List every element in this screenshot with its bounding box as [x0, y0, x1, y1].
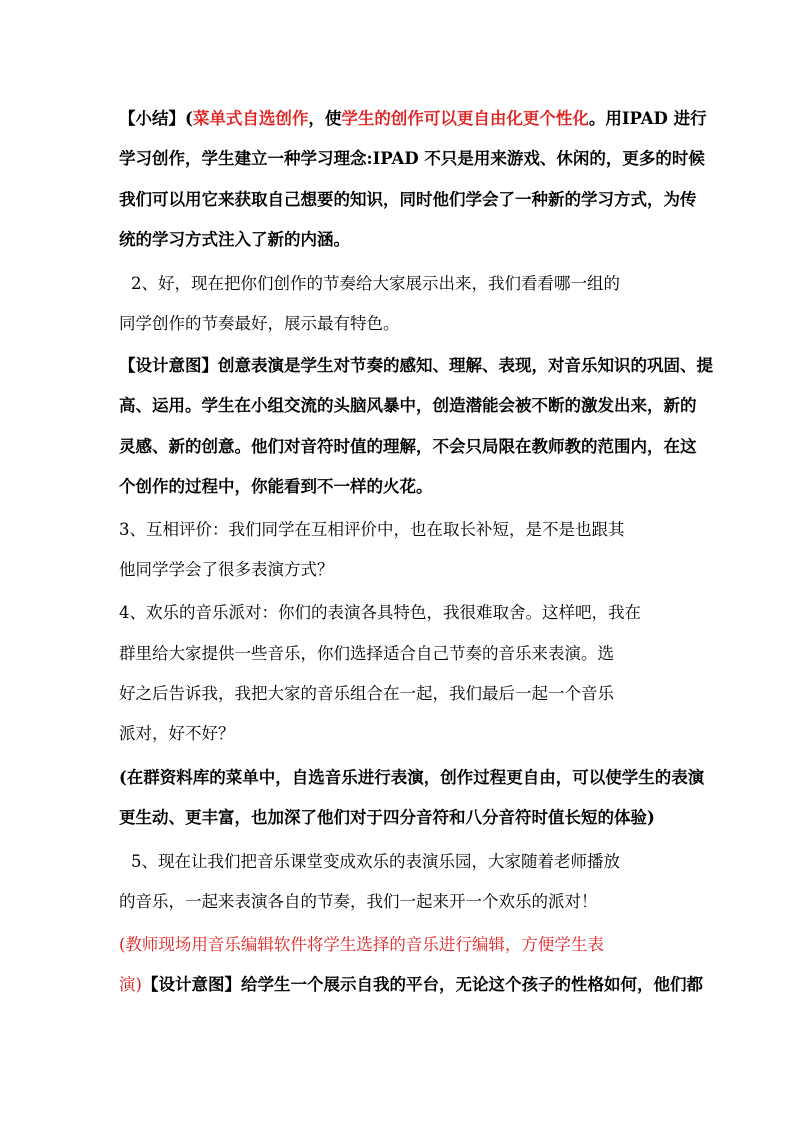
text-segment: 3、互相评价：我们同学在互相评价中，也在取长补短，是不是也跟其: [119, 520, 625, 539]
text-segment: 群里给大家提供一些音乐，你们选择适合自己节奏的音乐来表演。选: [119, 644, 614, 663]
text-line: [119, 968, 703, 1002]
text-segment: 的音乐，一起来表演各自的节奏，我们一起来开一个欢乐的派对！: [119, 892, 598, 911]
highlighted-text: (教师现场用音乐编辑软件将学生选择的音乐进行编辑，方便学生表: [119, 935, 604, 954]
text-line: [119, 761, 705, 795]
text-line: [119, 389, 697, 423]
text-segment: 更生动、更丰富，也加深了他们对于四分音符和八分音符时值长短的体验): [119, 808, 655, 827]
text-segment: 5、现在让我们把音乐课堂变成欢乐的表演乐园，大家随着老师播放: [131, 852, 620, 871]
text-line: [119, 928, 679, 962]
text-segment: 2、好，现在把你们创作的节奏给大家展示出来，我们看看哪一组的: [131, 274, 620, 293]
text-line: [119, 102, 707, 136]
text-line: [119, 430, 697, 464]
text-segment: 学习创作，学生建立一种学习理念:IPAD 不只是用来游戏、休闲的，更多的时候: [119, 149, 705, 168]
highlighted-text: 学生的创作可以更自由化更个性化: [341, 109, 589, 128]
text-line: [119, 801, 679, 835]
text-segment: 派对，好不好？: [119, 724, 235, 743]
text-segment: 好之后告诉我，我把大家的音乐组合在一起，我们最后一起一个音乐: [119, 684, 614, 703]
text-segment: 我们可以用它来获取自己想要的知识，同时他们学会了一种新的学习方式，为传: [119, 190, 697, 209]
highlighted-text: 菜单式自选创作: [192, 109, 309, 128]
text-segment: 统的学习方式注入了新的内涵。: [119, 230, 350, 249]
text-segment: 同学创作的节奏最好，展示最有特色。: [119, 314, 400, 333]
text-line: [119, 142, 705, 176]
text-line: [119, 349, 713, 383]
text-line: [119, 223, 679, 257]
text-line: [119, 677, 679, 711]
text-segment: 4、欢乐的音乐派对：你们的表演各具特色，我很难取舍。这样吧，我在: [119, 603, 641, 622]
text-line: [119, 637, 679, 671]
highlighted-text: 演): [119, 975, 142, 994]
text-line: [119, 513, 679, 547]
text-line: [119, 183, 697, 217]
text-line: [119, 596, 679, 630]
text-segment: 高、运用。学生在小组交流的头脑风暴中，创造潜能会被不断的激发出来，新的: [119, 396, 697, 415]
text-segment: 【设计意图】创意表演是学生对节奏的感知、理解、表现，对音乐知识的巩固、提: [119, 356, 713, 375]
text-line: [119, 885, 679, 919]
text-segment: 。用IPAD 进行: [588, 109, 707, 128]
text-line: [119, 470, 679, 504]
text-segment: 【设计意图】给学生一个展示自我的平台，无论这个孩子的性格如何，他们都: [141, 975, 703, 994]
text-line: [119, 307, 679, 341]
text-segment: 灵感、新的创意。他们对音符时值的理解，不会只局限在教师教的范围内，在这: [119, 437, 697, 456]
text-segment: ，使: [308, 109, 342, 128]
text-line: [131, 845, 691, 879]
text-line: [119, 717, 679, 751]
text-line: [119, 553, 679, 587]
text-segment: 【小结】(: [119, 109, 193, 128]
text-segment: 个创作的过程中，你能看到不一样的火花。: [119, 477, 433, 496]
text-segment: (在群资料库的菜单中，自选音乐进行表演，创作过程更自由，可以使学生的表演: [119, 768, 705, 787]
text-segment: 他同学学会了很多表演方式？: [119, 560, 334, 579]
text-line: [131, 267, 691, 301]
